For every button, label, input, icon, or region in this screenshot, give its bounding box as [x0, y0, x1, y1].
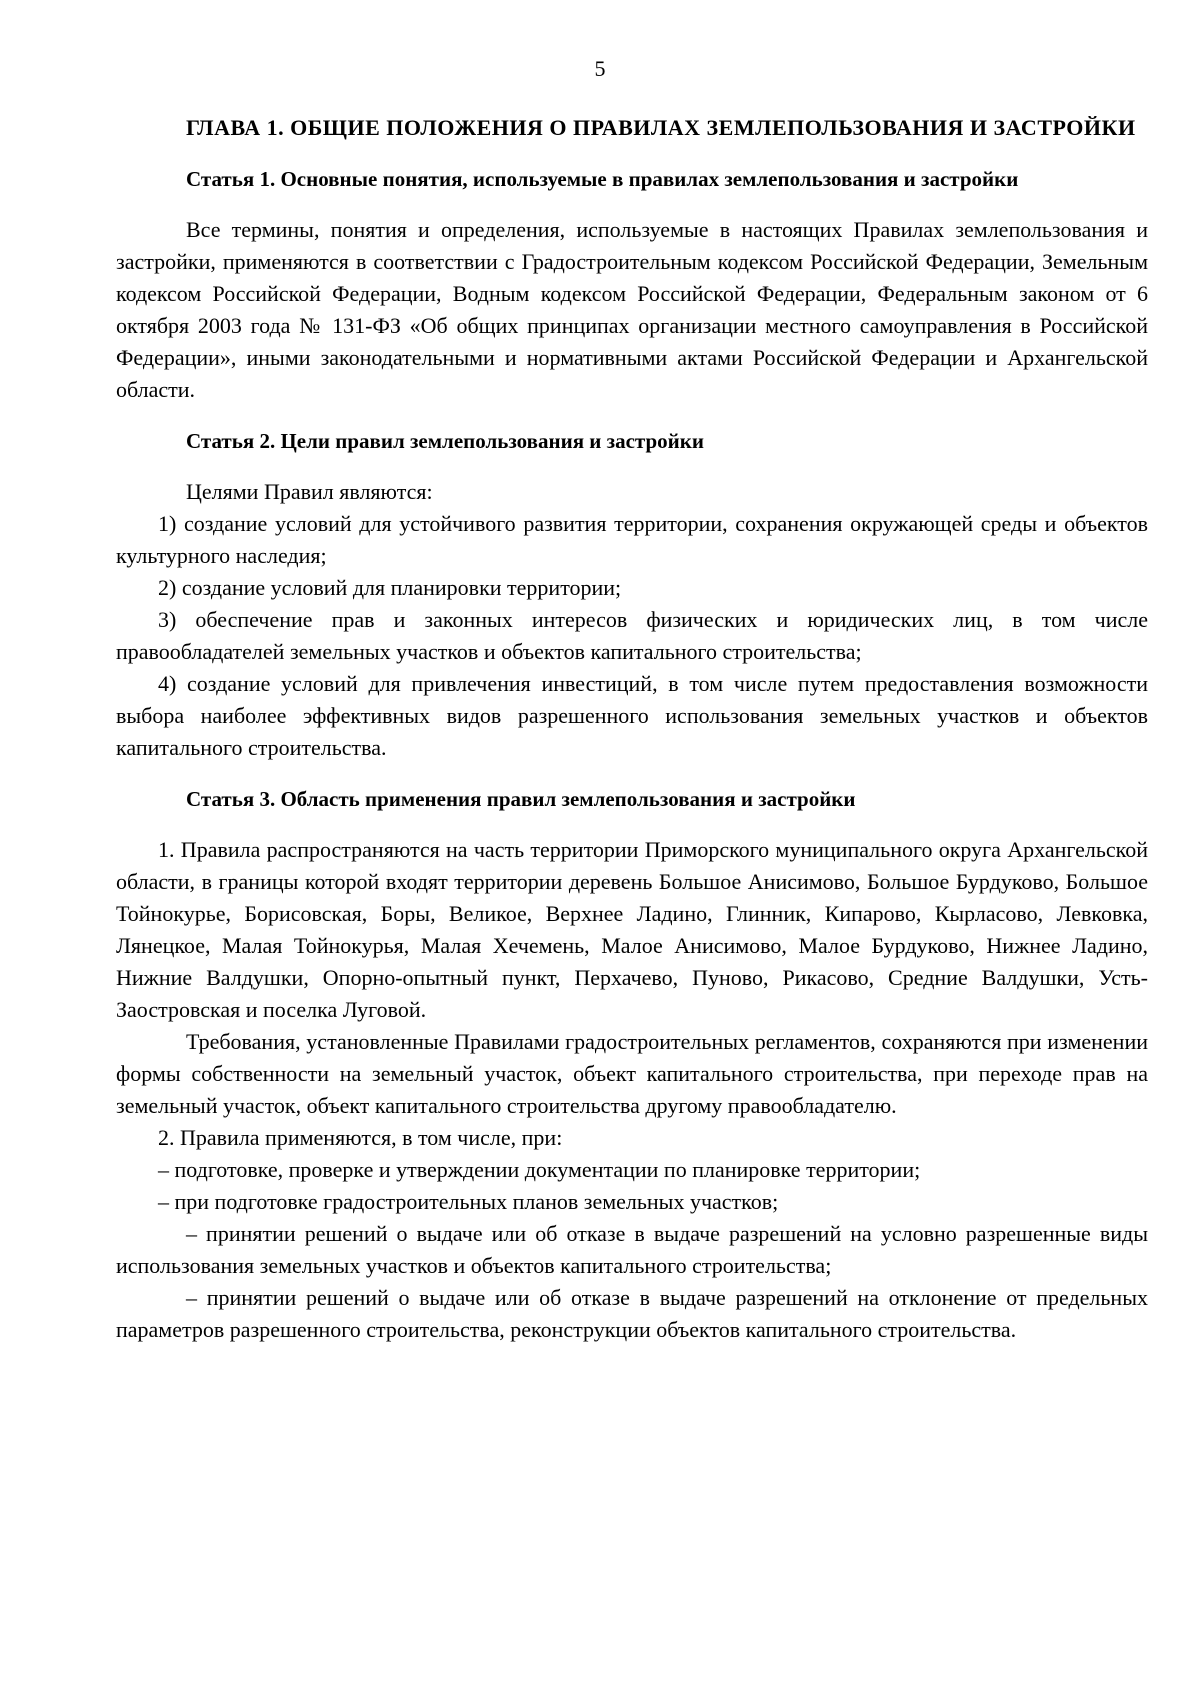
article-3-title: Статья 3. Область применения правил землепользования и застройки	[186, 787, 856, 811]
article-1-text: Все термины, понятия и определения, используемые в настоящих Правилах землепользования и застройки, применяются в соответствии с Градостроительным кодексом Российской Федерации, Земельным кодексом Российской Федерации, Водным кодексом Российской Федерации, Федеральным законом от 6 октября 2003 года № 131-ФЗ «Об общих принципах организации местного самоуправления в Российской Федерации», иными законодательными и нормативными актами Российской Федерации и Архангельской области.	[116, 217, 1148, 402]
list-item: – подготовке, проверке и утверждении документации по планировке территории;	[158, 1157, 921, 1182]
chapter-title: ГЛАВА 1. ОБЩИЕ ПОЛОЖЕНИЯ О ПРАВИЛАХ ЗЕМЛЕПОЛЬЗОВАНИЯ И ЗАСТРОЙКИ	[186, 115, 1136, 140]
article-3-paragraph-3: 2. Правила применяются, в том числе, при:	[158, 1125, 563, 1150]
article-3-paragraph-2: Требования, установленные Правилами градостроительных регламентов, сохраняются при изменении формы собственности на земельный участок, объект капитального строительства, при переходе прав на земельный участок, объект капитального строительства другому правообладателю.	[116, 1029, 1148, 1118]
list-item: – принятии решений о выдаче или об отказе в выдаче разрешений на условно разрешенные виды использования земельных участков и объектов капитального строительства;	[116, 1221, 1148, 1278]
list-item: 4) создание условий для привлечения инвестиций, в том числе путем предоставления возможности выбора наиболее эффективных видов разрешенного использования земельных участков и объектов капитального строительства.	[116, 671, 1148, 760]
page-number: 5	[594, 56, 606, 81]
article-2-title: Статья 2. Цели правил землепользования и застройки	[186, 429, 704, 453]
article-2-intro: Целями Правил являются:	[186, 479, 433, 504]
article-3-paragraph-1: 1. Правила распространяются на часть территории Приморского муниципального округа Архангельской области, в границы которой входят территории деревень Большое Анисимово, Большое Бурдуково, Большое Тойнокурье, Борисовская, Боры, Великое, Верхнее Ладино, Глинник, Кипарово, Кырласово, Левковка, Лянецкое, Малая Тойнокурья, Малая Хечемень, Малое Анисимово, Малое Бурдуково, Нижнее Ладино, Нижние Валдушки, Опорно-опытный пункт, Перхачево, Пуново, Рикасово, Средние Валдушки, Усть-Заостровская и поселка Луговой.	[116, 837, 1148, 1022]
list-item: – принятии решений о выдаче или об отказе в выдаче разрешений на отклонение от предельных параметров разрешенного строительства, реконструкции объектов капитального строительства.	[116, 1285, 1148, 1342]
article-1-title: Статья 1. Основные понятия, используемые в правилах землепользования и застройки	[186, 167, 1019, 191]
list-item: 2) создание условий для планировки территории;	[158, 575, 622, 600]
list-item: – при подготовке градостроительных планов земельных участков;	[158, 1189, 779, 1214]
list-item: 1) создание условий для устойчивого развития территории, сохранения окружающей среды и объектов культурного наследия;	[116, 511, 1148, 568]
list-item: 3) обеспечение прав и законных интересов физических и юридических лиц, в том числе правообладателей земельных участков и объектов капитального строительства;	[116, 607, 1148, 664]
page-content	[116, 112, 1148, 1346]
